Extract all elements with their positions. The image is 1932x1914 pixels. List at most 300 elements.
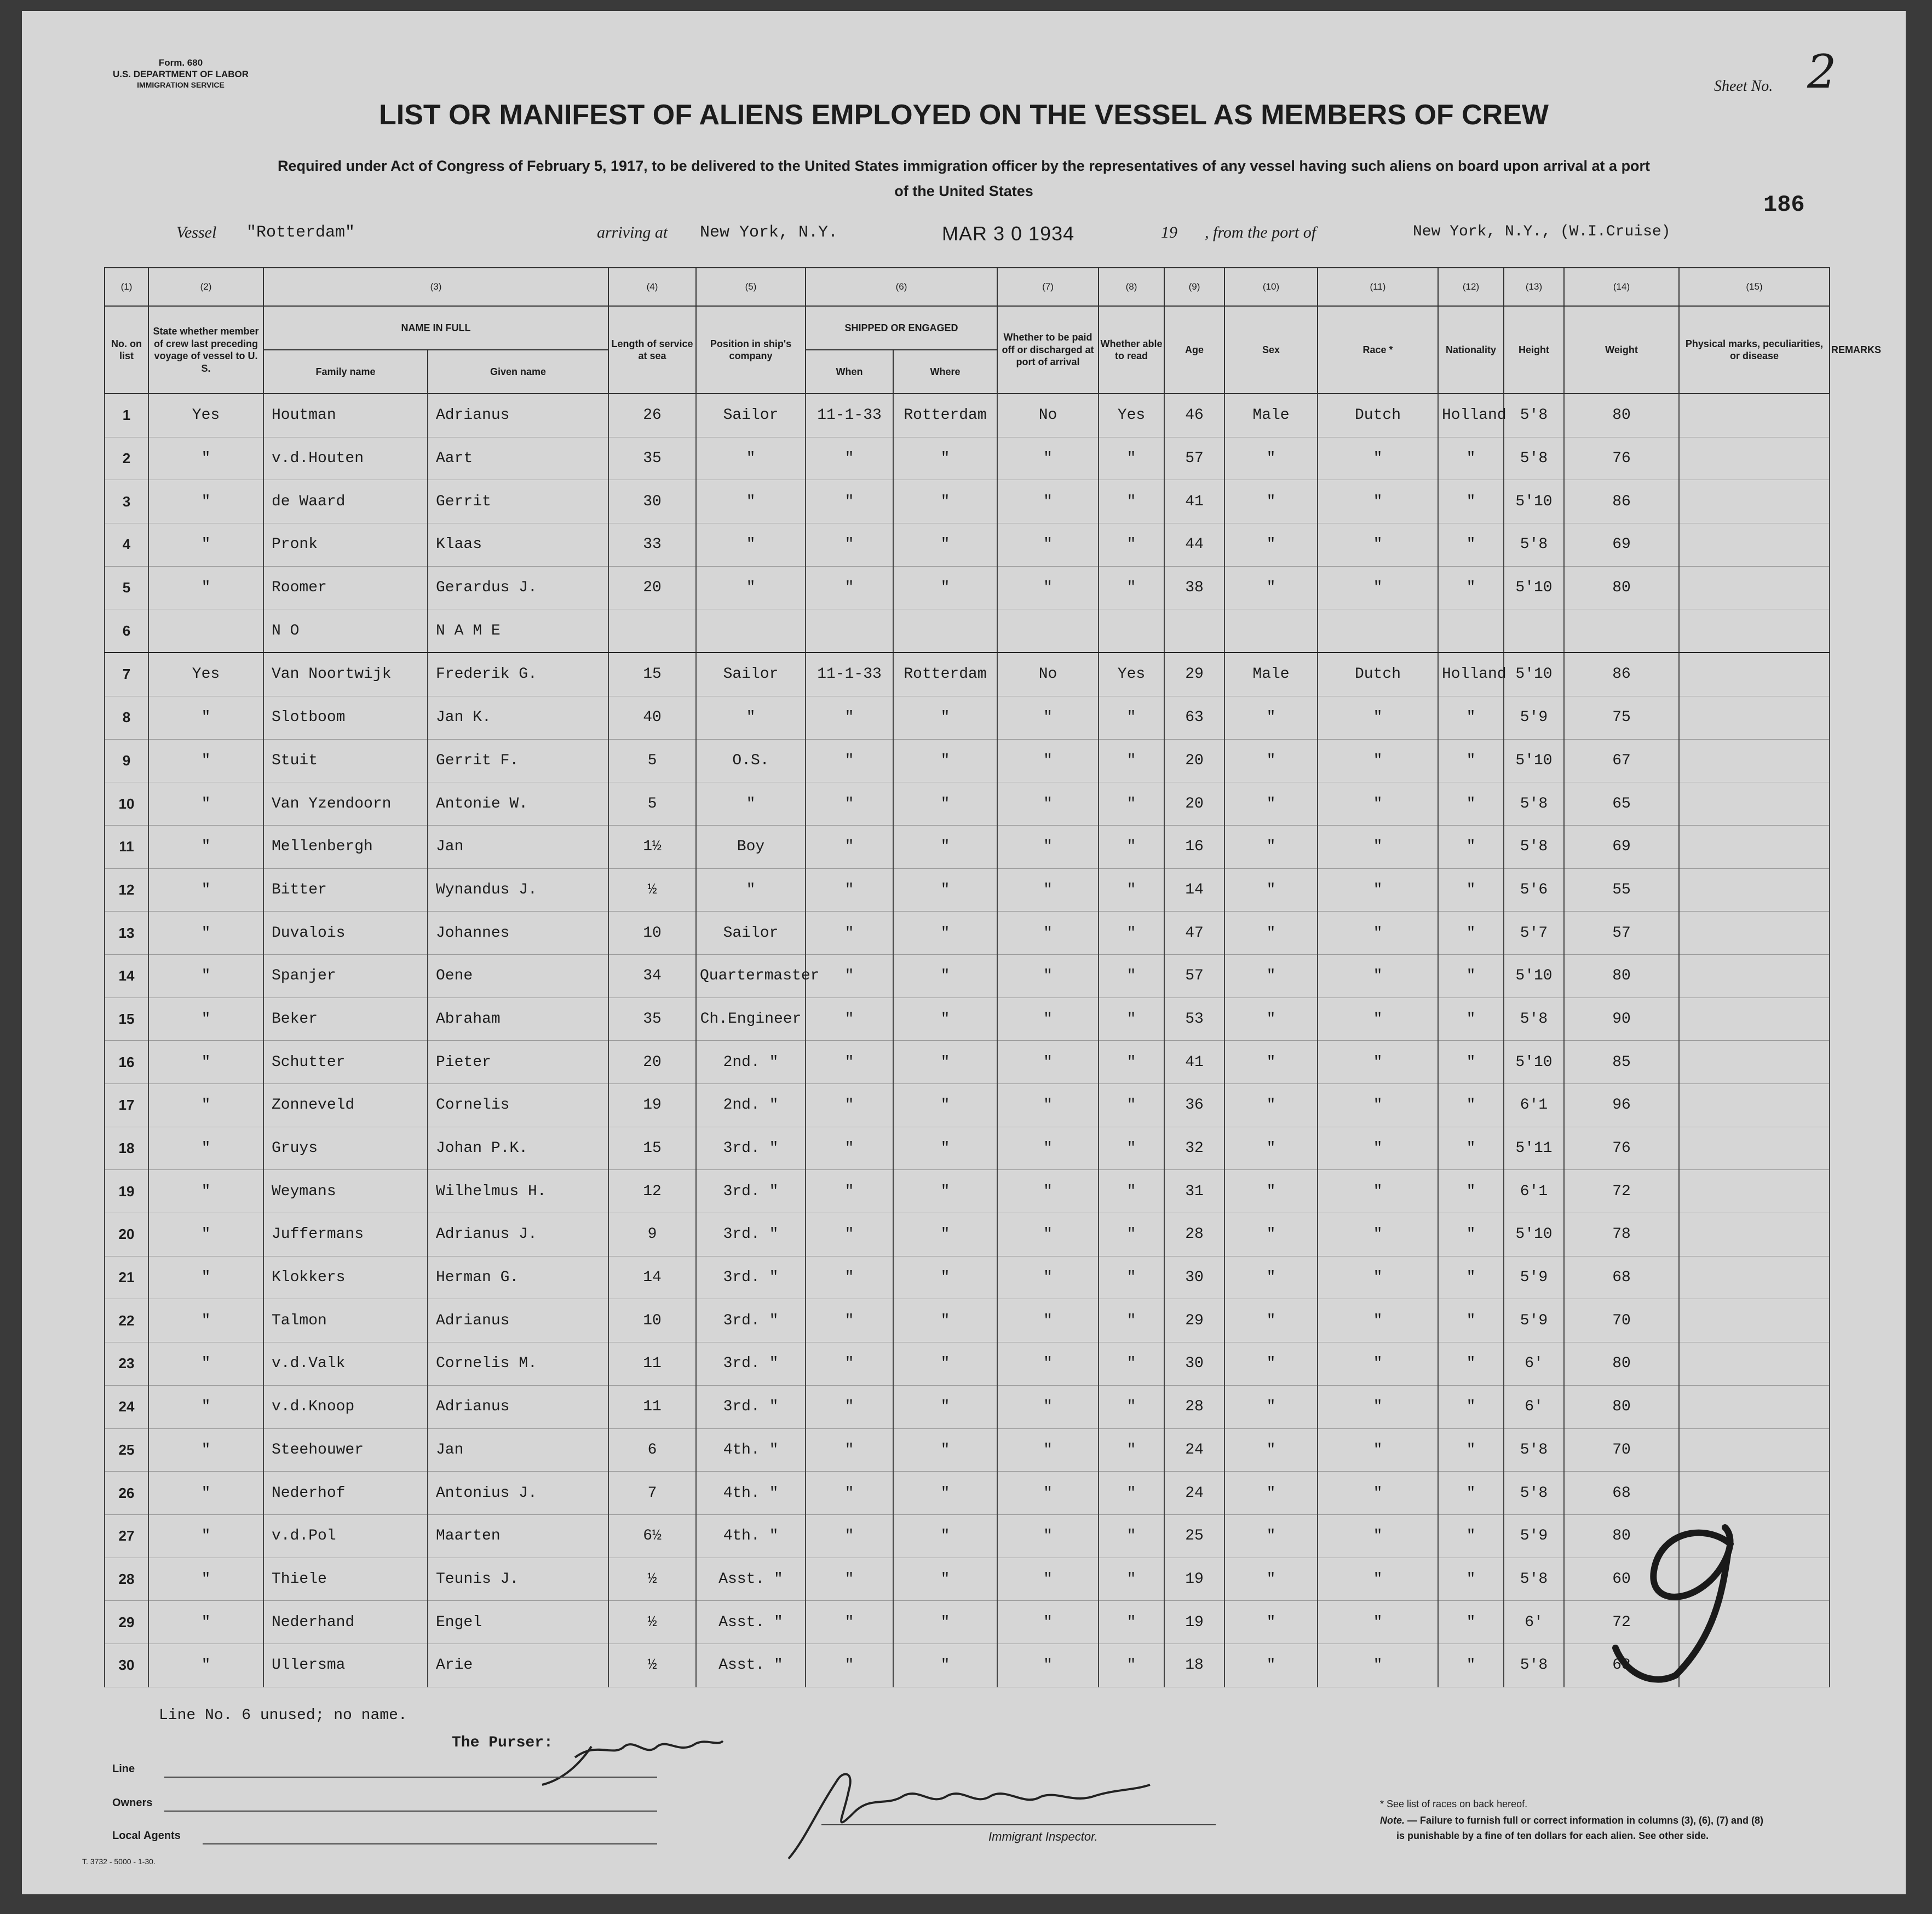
cell-height: 5'10 — [1504, 1041, 1564, 1084]
col-number: (15) — [1679, 268, 1830, 306]
cell-where: " — [893, 1299, 997, 1342]
cell-where: " — [893, 1558, 997, 1601]
cell-paid: " — [997, 1385, 1099, 1428]
cell-position: Sailor — [696, 653, 806, 696]
penalty-note — [1380, 1814, 1763, 1827]
cell-when: " — [806, 1256, 893, 1299]
cell-sex: " — [1224, 1644, 1318, 1687]
cell-position — [696, 609, 806, 653]
cell-position: 3rd. " — [696, 1342, 806, 1386]
cell-race: " — [1318, 954, 1438, 998]
cell-paid: " — [997, 1342, 1099, 1386]
cell-when: " — [806, 825, 893, 868]
line-note: Line No. 6 unused; no name. — [159, 1707, 407, 1724]
header-height: Height — [1504, 306, 1564, 394]
cell-no: 15 — [105, 998, 148, 1041]
cell-height: 5'10 — [1504, 480, 1564, 523]
cell-sex: " — [1224, 739, 1318, 782]
cell-nat: Holland — [1438, 653, 1504, 696]
col-number: (13) — [1504, 268, 1564, 306]
cell-age: 29 — [1164, 653, 1224, 696]
line-label: Line — [112, 1763, 135, 1775]
cell-service: 26 — [608, 394, 696, 437]
cell-blank — [1679, 954, 1830, 998]
cell-position: Sailor — [696, 912, 806, 955]
header-sex: Sex — [1224, 306, 1318, 394]
cell-weight: 70 — [1564, 1299, 1679, 1342]
cell-sex: " — [1224, 566, 1318, 609]
cell-where: " — [893, 1256, 997, 1299]
cell-nat: " — [1438, 954, 1504, 998]
header-nationality: Nationality — [1438, 306, 1504, 394]
cell-when: " — [806, 1601, 893, 1644]
cell-position: Ch.Engineer — [696, 998, 806, 1041]
table-row — [105, 1299, 1830, 1342]
header-name-in-full: NAME IN FULL — [263, 306, 608, 350]
cell-read: " — [1099, 1213, 1164, 1256]
cell-family: Van Noortwijk — [263, 653, 428, 696]
cell-paid: " — [997, 1558, 1099, 1601]
cell-height: 5'9 — [1504, 1256, 1564, 1299]
cell-prev: " — [148, 739, 263, 782]
cell-nat — [1438, 609, 1504, 653]
cell-sex: " — [1224, 1601, 1318, 1644]
cell-position: " — [696, 868, 806, 912]
cell-blank — [1679, 394, 1830, 437]
cell-race: " — [1318, 782, 1438, 826]
print-code: T. 3732 - 5000 - 1-30. — [82, 1857, 156, 1866]
col-number: (14) — [1564, 268, 1679, 306]
cell-no: 8 — [105, 696, 148, 739]
cell-race: Dutch — [1318, 394, 1438, 437]
cell-family: Pronk — [263, 523, 428, 567]
cell-prev: " — [148, 1170, 263, 1213]
cell-no: 7 — [105, 653, 148, 696]
cell-age: 44 — [1164, 523, 1224, 567]
cell-paid: " — [997, 566, 1099, 609]
cell-given: Gerrit — [428, 480, 608, 523]
cell-race: " — [1318, 1299, 1438, 1342]
cell-given: Jan — [428, 1428, 608, 1472]
cell-no: 18 — [105, 1127, 148, 1170]
cell-weight: 69 — [1564, 523, 1679, 567]
crew-rows — [105, 394, 1830, 1687]
cell-given: Jan K. — [428, 696, 608, 739]
cell-no: 25 — [105, 1428, 148, 1472]
cell-where: " — [893, 1041, 997, 1084]
cell-service: 19 — [608, 1084, 696, 1127]
cell-where: Rotterdam — [893, 653, 997, 696]
cell-race: " — [1318, 1514, 1438, 1558]
cell-read: " — [1099, 1084, 1164, 1127]
cell-age: 19 — [1164, 1558, 1224, 1601]
cell-where: " — [893, 1472, 997, 1515]
cell-race: " — [1318, 566, 1438, 609]
cell-family: Slotboom — [263, 696, 428, 739]
cell-no: 22 — [105, 1299, 148, 1342]
cell-service: 5 — [608, 782, 696, 826]
cell-when: " — [806, 1514, 893, 1558]
cell-when: " — [806, 480, 893, 523]
cell-height — [1504, 609, 1564, 653]
cell-race: " — [1318, 1084, 1438, 1127]
form-number: Form. 680 — [158, 57, 203, 68]
cell-sex: " — [1224, 782, 1318, 826]
cell-read: " — [1099, 954, 1164, 998]
cell-when: " — [806, 1170, 893, 1213]
cell-paid: " — [997, 1213, 1099, 1256]
cell-nat: " — [1438, 1170, 1504, 1213]
cell-read: " — [1099, 1041, 1164, 1084]
cell-nat: Holland — [1438, 394, 1504, 437]
header-length-service: Length of service at sea — [608, 306, 696, 394]
cell-given: Johannes — [428, 912, 608, 955]
cell-no: 6 — [105, 609, 148, 653]
cell-where: " — [893, 566, 997, 609]
cell-height: 5'8 — [1504, 1428, 1564, 1472]
cell-no: 19 — [105, 1170, 148, 1213]
table-row — [105, 739, 1830, 782]
cell-paid: " — [997, 739, 1099, 782]
header-where: Where — [893, 350, 997, 394]
cell-given: Aart — [428, 437, 608, 480]
cell-height: 5'8 — [1504, 437, 1564, 480]
cell-read: " — [1099, 825, 1164, 868]
cell-sex: " — [1224, 1084, 1318, 1127]
cell-no: 3 — [105, 480, 148, 523]
col-number: (6) — [806, 268, 997, 306]
owners-label: Owners — [112, 1797, 153, 1809]
cell-height: 5'8 — [1504, 523, 1564, 567]
cell-prev: " — [148, 1558, 263, 1601]
cell-given: Cornelis M. — [428, 1342, 608, 1386]
cell-height: 6'1 — [1504, 1170, 1564, 1213]
cell-given: Pieter — [428, 1041, 608, 1084]
table-row — [105, 954, 1830, 998]
cell-height: 6'1 — [1504, 1084, 1564, 1127]
cell-age: 30 — [1164, 1256, 1224, 1299]
cell-given: Antonie W. — [428, 782, 608, 826]
cell-blank — [1679, 1428, 1830, 1472]
cell-sex: " — [1224, 1041, 1318, 1084]
cell-family: Ullersma — [263, 1644, 428, 1687]
cell-when: " — [806, 1644, 893, 1687]
cell-position: Sailor — [696, 394, 806, 437]
year-label: 19 — [1161, 223, 1177, 241]
cell-given: Herman G. — [428, 1256, 608, 1299]
cell-race: " — [1318, 1428, 1438, 1472]
cell-service: 30 — [608, 480, 696, 523]
cell-no: 10 — [105, 782, 148, 826]
cell-when: " — [806, 437, 893, 480]
table-row — [105, 653, 1830, 696]
cell-prev: " — [148, 1514, 263, 1558]
cell-weight: 80 — [1564, 1514, 1679, 1558]
inspector-signature-line — [821, 1824, 1216, 1825]
cell-position: 3rd. " — [696, 1385, 806, 1428]
cell-when: " — [806, 912, 893, 955]
cell-family: Van Yzendoorn — [263, 782, 428, 826]
cell-weight: 70 — [1564, 1428, 1679, 1472]
table-row — [105, 1041, 1830, 1084]
cell-where: " — [893, 437, 997, 480]
cell-read: " — [1099, 696, 1164, 739]
table-row — [105, 1127, 1830, 1170]
cell-no: 24 — [105, 1385, 148, 1428]
cell-position: " — [696, 523, 806, 567]
cell-read: " — [1099, 1644, 1164, 1687]
cell-family: Talmon — [263, 1299, 428, 1342]
cell-read: " — [1099, 1256, 1164, 1299]
cell-prev: " — [148, 954, 263, 998]
cell-when: " — [806, 1041, 893, 1084]
cell-age: 38 — [1164, 566, 1224, 609]
cell-prev: " — [148, 1428, 263, 1472]
cell-paid: " — [997, 1256, 1099, 1299]
cell-race: Dutch — [1318, 653, 1438, 696]
sheet-label: Sheet No. — [1714, 78, 1773, 95]
cell-no: 17 — [105, 1084, 148, 1127]
cell-sex: " — [1224, 1428, 1318, 1472]
cell-nat: " — [1438, 1644, 1504, 1687]
date-stamp: MAR 3 0 1934 — [942, 222, 1075, 245]
cell-race: " — [1318, 523, 1438, 567]
cell-paid: " — [997, 912, 1099, 955]
cell-family: Nederhand — [263, 1601, 428, 1644]
cell-family: v.d.Valk — [263, 1342, 428, 1386]
cell-weight: 76 — [1564, 1127, 1679, 1170]
cell-no: 12 — [105, 868, 148, 912]
inspector-signature — [767, 1757, 1161, 1867]
cell-age: 25 — [1164, 1514, 1224, 1558]
cell-age: 20 — [1164, 739, 1224, 782]
cell-blank — [1679, 653, 1830, 696]
cell-sex: " — [1224, 437, 1318, 480]
cell-where: " — [893, 696, 997, 739]
cell-paid: " — [997, 782, 1099, 826]
cell-service: 15 — [608, 1127, 696, 1170]
cell-age: 47 — [1164, 912, 1224, 955]
cell-family: de Waard — [263, 480, 428, 523]
cell-when: " — [806, 954, 893, 998]
cell-nat: " — [1438, 1342, 1504, 1386]
cell-prev: " — [148, 1213, 263, 1256]
cell-where: " — [893, 1601, 997, 1644]
cell-service: 33 — [608, 523, 696, 567]
cell-blank — [1679, 523, 1830, 567]
cell-paid: " — [997, 954, 1099, 998]
cell-no: 23 — [105, 1342, 148, 1386]
cell-nat: " — [1438, 523, 1504, 567]
cell-when: " — [806, 868, 893, 912]
cell-sex: " — [1224, 1170, 1318, 1213]
vessel-line — [22, 223, 1906, 251]
cell-when: " — [806, 1342, 893, 1386]
cell-blank — [1679, 1472, 1830, 1515]
cell-read: " — [1099, 1299, 1164, 1342]
cell-no: 2 — [105, 437, 148, 480]
header-physical: Physical marks, peculiarities, or disease — [1679, 306, 1830, 394]
cell-prev: " — [148, 1601, 263, 1644]
cell-blank — [1679, 825, 1830, 868]
cell-blank — [1679, 1084, 1830, 1127]
cell-family: v.d.Houten — [263, 437, 428, 480]
cell-where — [893, 609, 997, 653]
cell-paid: " — [997, 998, 1099, 1041]
header-able-read: Whether able to read — [1099, 306, 1164, 394]
cell-where: " — [893, 782, 997, 826]
cell-sex: " — [1224, 825, 1318, 868]
cell-nat: " — [1438, 437, 1504, 480]
cell-given: Engel — [428, 1601, 608, 1644]
cell-height: 5'9 — [1504, 1299, 1564, 1342]
cell-nat: " — [1438, 1558, 1504, 1601]
cell-position: 4th. " — [696, 1472, 806, 1515]
cell-blank — [1679, 480, 1830, 523]
cell-sex: " — [1224, 954, 1318, 998]
cell-blank — [1679, 1385, 1830, 1428]
header-given-name: Given name — [428, 350, 608, 394]
crew-manifest-table — [104, 267, 1882, 1687]
cell-height: 5'9 — [1504, 696, 1564, 739]
cell-family: Juffermans — [263, 1213, 428, 1256]
cell-read: " — [1099, 437, 1164, 480]
cell-nat: " — [1438, 1514, 1504, 1558]
service-name: IMMIGRATION SERVICE — [137, 80, 225, 89]
header-paid-off: Whether to be paid off or discharged at port of arrival — [997, 306, 1099, 394]
cell-weight: 80 — [1564, 954, 1679, 998]
cell-weight: 85 — [1564, 1041, 1679, 1084]
department-name: U.S. DEPARTMENT OF LABOR — [112, 69, 249, 80]
table-row — [105, 566, 1830, 609]
cell-no: 9 — [105, 739, 148, 782]
cell-where: " — [893, 825, 997, 868]
cell-when: " — [806, 1084, 893, 1127]
cell-age — [1164, 609, 1224, 653]
cell-race: " — [1318, 998, 1438, 1041]
header-row-1: No. on list State whether member of crew last preceding voyage of vessel to U. S. NAME IN FULL Length of service at sea Position in ship's company SHIPPED OR ENGAGED Whether to be paid off or discharged at port of arrival Whether able to read Age Sex Race * Nationality Height Weight Physical marks, peculiarities, or disease REMARKS — [105, 306, 1830, 350]
cell-nat: " — [1438, 1428, 1504, 1472]
cell-age: 16 — [1164, 825, 1224, 868]
cell-position: 3rd. " — [696, 1213, 806, 1256]
local-agents-label: Local Agents — [112, 1830, 181, 1842]
cell-race — [1318, 609, 1438, 653]
cell-family: Stuit — [263, 739, 428, 782]
cell-weight: 76 — [1564, 437, 1679, 480]
cell-sex: " — [1224, 912, 1318, 955]
cell-nat: " — [1438, 1601, 1504, 1644]
table-row — [105, 1385, 1830, 1428]
cell-weight: 67 — [1564, 739, 1679, 782]
column-number-row — [105, 268, 1830, 306]
cell-nat: " — [1438, 825, 1504, 868]
cell-blank — [1679, 782, 1830, 826]
col-number: (7) — [997, 268, 1099, 306]
cell-when: " — [806, 1213, 893, 1256]
arriving-label: arriving at — [597, 223, 668, 241]
cell-race: " — [1318, 1256, 1438, 1299]
col-number: (5) — [696, 268, 806, 306]
table-row — [105, 480, 1830, 523]
cell-sex: " — [1224, 1558, 1318, 1601]
cell-read — [1099, 609, 1164, 653]
cell-age: 29 — [1164, 1299, 1224, 1342]
cell-position: 2nd. " — [696, 1084, 806, 1127]
cell-service: 11 — [608, 1385, 696, 1428]
header-race: Race * — [1318, 306, 1438, 394]
cell-given: Cornelis — [428, 1084, 608, 1127]
cell-given: Oene — [428, 954, 608, 998]
cell-age: 19 — [1164, 1601, 1224, 1644]
penalty-note-2: is punishable by a fine of ten dollars for each alien. See other side. — [1396, 1830, 1709, 1841]
cell-read: " — [1099, 1170, 1164, 1213]
cell-given: Adrianus — [428, 1385, 608, 1428]
cell-family: Mellenbergh — [263, 825, 428, 868]
col-number: (8) — [1099, 268, 1164, 306]
cell-blank — [1679, 868, 1830, 912]
cell-family: Weymans — [263, 1170, 428, 1213]
header-no-on-list: No. on list — [105, 306, 148, 394]
cell-where: " — [893, 868, 997, 912]
cell-sex: " — [1224, 1385, 1318, 1428]
table-row — [105, 1084, 1830, 1127]
cell-position: Boy — [696, 825, 806, 868]
cell-position: 3rd. " — [696, 1170, 806, 1213]
table-row — [105, 998, 1830, 1041]
cell-prev: " — [148, 912, 263, 955]
cell-nat: " — [1438, 1041, 1504, 1084]
cell-paid: " — [997, 1644, 1099, 1687]
cell-height: 6' — [1504, 1601, 1564, 1644]
cell-position: " — [696, 566, 806, 609]
cell-height: 5'8 — [1504, 1472, 1564, 1515]
cell-race: " — [1318, 1385, 1438, 1428]
cell-weight: 72 — [1564, 1601, 1679, 1644]
cell-when: " — [806, 782, 893, 826]
cell-weight: 86 — [1564, 480, 1679, 523]
cell-prev: " — [148, 1084, 263, 1127]
cell-height: 5'10 — [1504, 1213, 1564, 1256]
cell-when: " — [806, 739, 893, 782]
cell-given: N A M E — [428, 609, 608, 653]
cell-height: 5'8 — [1504, 782, 1564, 826]
cell-given: Teunis J. — [428, 1558, 608, 1601]
cell-height: 5'10 — [1504, 566, 1564, 609]
cell-blank — [1679, 739, 1830, 782]
cell-nat: " — [1438, 1299, 1504, 1342]
cell-when: " — [806, 1472, 893, 1515]
cell-when — [806, 609, 893, 653]
cell-age: 36 — [1164, 1084, 1224, 1127]
cell-height: 5'8 — [1504, 394, 1564, 437]
cell-read: " — [1099, 566, 1164, 609]
cell-family: N O — [263, 609, 428, 653]
table-row — [105, 825, 1830, 868]
note-text: — Failure to furnish full or correct information in columns (3), (6), (7) and (8) — [1407, 1815, 1764, 1826]
cell-no: 14 — [105, 954, 148, 998]
cell-given: Adrianus — [428, 394, 608, 437]
table-row — [105, 1472, 1830, 1515]
table-row — [105, 1213, 1830, 1256]
col-number: (9) — [1164, 268, 1224, 306]
cell-position: 4th. " — [696, 1428, 806, 1472]
cell-no: 13 — [105, 912, 148, 955]
cell-family: Nederhof — [263, 1472, 428, 1515]
table-row — [105, 1256, 1830, 1299]
cell-position: " — [696, 437, 806, 480]
page-subtitle: Required under Act of Congress of February 5, 1917, to be delivered to the United States immigration officer by the representatives of any vessel having such aliens on board upon arrival at a port — [277, 158, 1651, 174]
table-row — [105, 1170, 1830, 1213]
